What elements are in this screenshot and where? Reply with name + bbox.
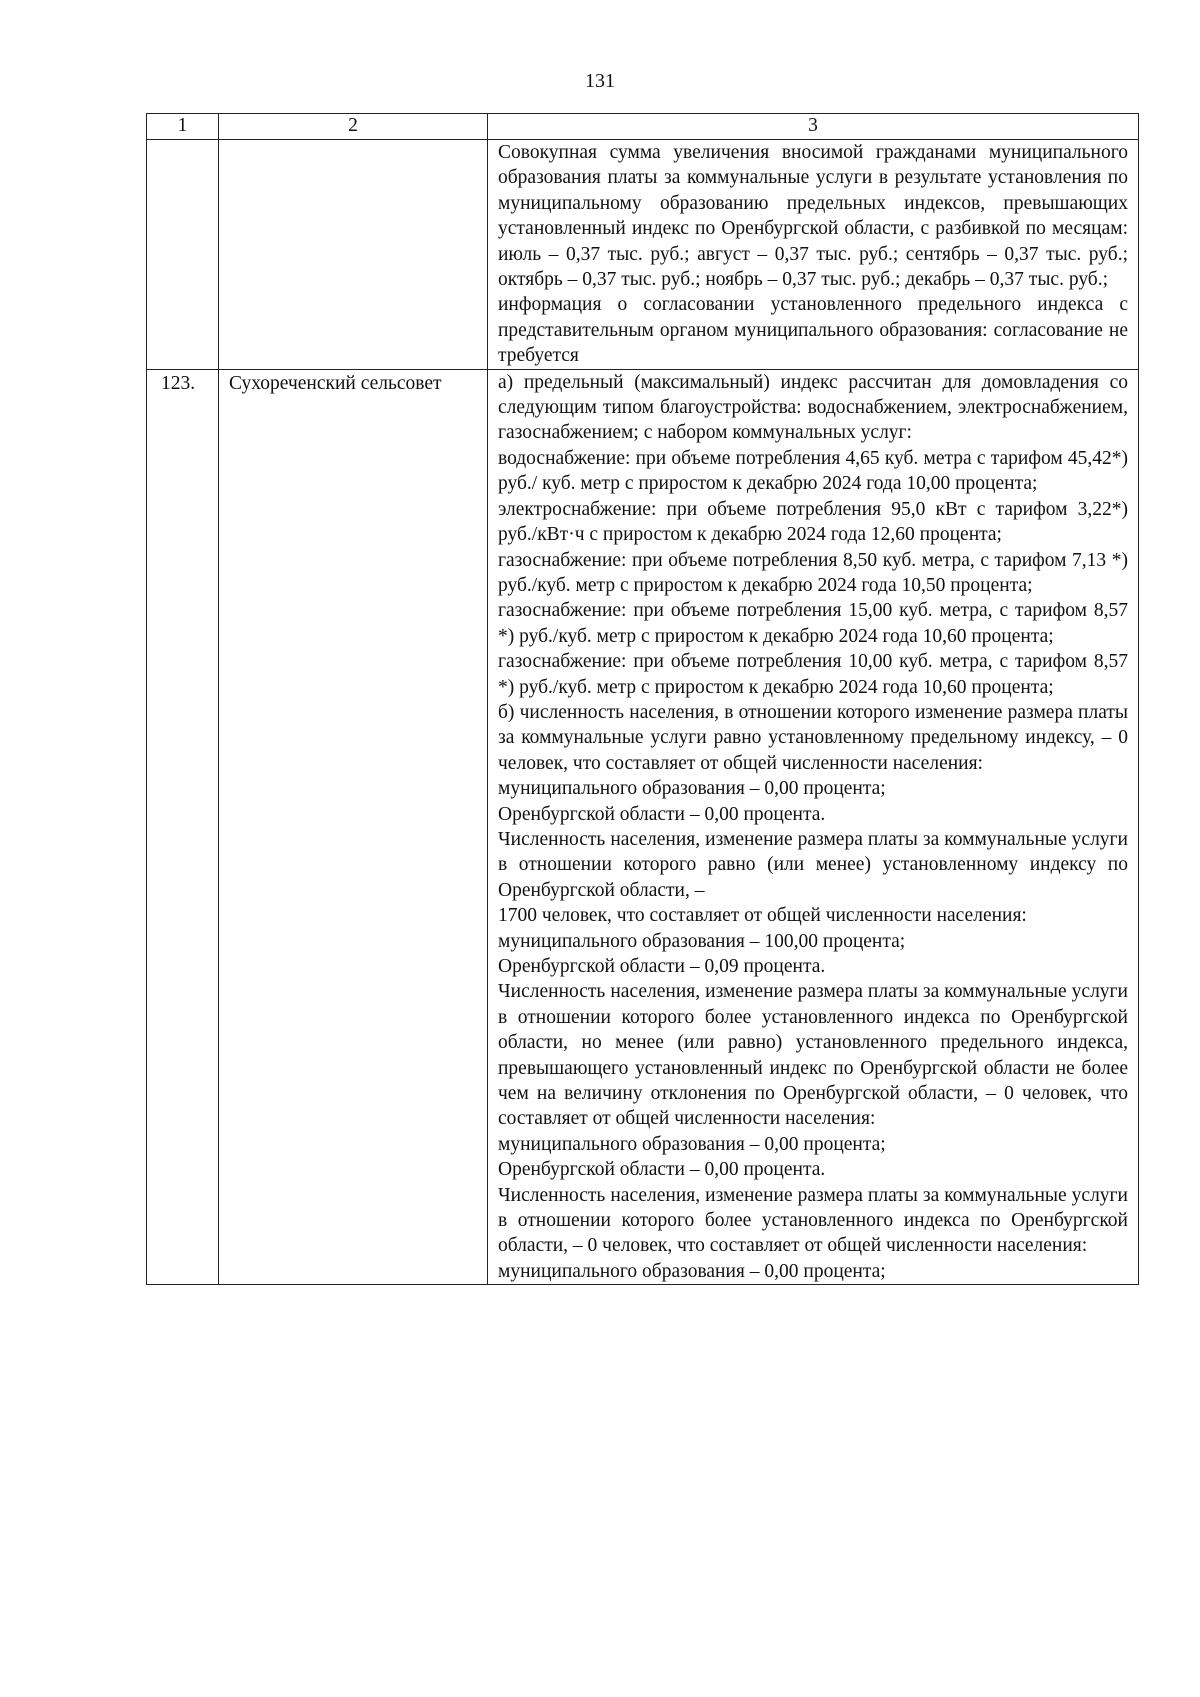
row-paragraph: муниципального образования – 0,00 процента; — [498, 1260, 886, 1282]
row-paragraph: Оренбургской области – 0,00 процента. — [498, 803, 826, 825]
municipality-name: Сухореченский сельсовет — [219, 369, 488, 1285]
row-paragraph: электроснабжение: при объеме потребления 95,0 кВт с тарифом 3,22*) руб./кВт·ч с приростом к декабрю 2024 года 12,60 процента; — [498, 498, 1128, 546]
header-col-2: 2 — [219, 114, 488, 140]
index-table — [146, 113, 1139, 1285]
row-paragraph: б) численность населения, в отношении которого изменение размера платы за коммунальные услуги равно установленному предельному индексу, – 0 человек, что составляет от общей численности населения: — [498, 701, 1128, 774]
continuation-name-cell — [219, 140, 488, 370]
table-row — [147, 369, 1139, 1285]
header-col-3: 3 — [488, 114, 1139, 140]
header-row — [147, 114, 1139, 140]
row-paragraph: газоснабжение: при объеме потребления 15,00 куб. метра, с тарифом 8,57 *) руб./куб. метр с приростом к декабрю 2024 года 10,60 процента; — [498, 600, 1128, 647]
header-col-1: 1 — [147, 114, 219, 140]
row-paragraph: муниципального образования – 100,00 процента; — [498, 930, 906, 952]
row-paragraph: Оренбургской области – 0,00 процента. — [498, 1159, 826, 1181]
row-paragraph: 1700 человек, что составляет от общей численности населения: — [498, 905, 1027, 927]
continuation-paragraph: информация о согласовании установленного предельного индекса с представительным органом муниципального образования: согласование не требуется — [498, 294, 1128, 367]
row-paragraph: муниципального образования – 0,00 процента; — [498, 778, 886, 800]
row-paragraph: Численность населения, изменение размера платы за коммунальные услуги в отношении которого более установленного индекса по Оренбургской области, – 0 человек, что составляет от общей численности населения: — [498, 1184, 1128, 1257]
row-paragraph: Численность населения, изменение размера платы за коммунальные услуги в отношении которого более установленного индекса по Оренбургской области, но менее (или равно) установленного предельного индекса, превышающего установленный индекс по Оренбургской области не более чем на величину отклонения по Оренбургской области, – 0 человек, что составляет от общей численности населения: — [498, 981, 1128, 1130]
page-number: 131 — [585, 70, 615, 92]
row-paragraph: Оренбургской области – 0,09 процента. — [498, 956, 826, 977]
continuation-text-cell — [488, 140, 1139, 370]
continuation-row — [147, 140, 1139, 370]
row-text-cell — [488, 369, 1139, 1285]
row-paragraph: Численность населения, изменение размера платы за коммунальные услуги в отношении которого равно (или менее) установленному индексу по Оренбургской области, – — [498, 828, 1128, 901]
continuation-number-cell — [147, 140, 219, 370]
row-number: 123. — [147, 369, 219, 1285]
row-paragraph: газоснабжение: при объеме потребления 10,00 куб. метра, с тарифом 8,57 *) руб./куб. метр с приростом к декабрю 2024 года 10,60 процента; — [498, 651, 1128, 698]
continuation-paragraph: Совокупная сумма увеличения вносимой гражданами муниципального образования платы за коммунальные услуги в результате установления по муниципальному образованию предельных индексов, превышающих установленный индекс по Оренбургской области, с разбивкой по месяцам: июль – 0,37 тыс. руб.; август – 0,37 тыс. руб.; сентябрь – 0,37 тыс. руб.; октябрь – 0,37 тыс. руб.; ноябрь – 0,37 тыс. руб.; декабрь – 0,37 тыс. руб.; — [498, 142, 1128, 291]
row-paragraph: водоснабжение: при объеме потребления 4,65 куб. метра с тарифом 45,42*) руб./ куб. метр с приростом к декабрю 2024 года 10,00 процента; — [498, 447, 1128, 495]
row-paragraph: газоснабжение: при объеме потребления 8,50 куб. метра, с тарифом 7,13 *) руб./куб. метр с приростом к декабрю 2024 года 10,50 процента; — [498, 549, 1128, 596]
row-paragraph: а) предельный (максимальный) индекс рассчитан для домовладения со следующим типом благоустройства: водоснабжением, электроснабжением, газоснабжением; с набором коммунальных услуг: — [498, 371, 1128, 444]
row-paragraph: муниципального образования – 0,00 процента; — [498, 1133, 886, 1155]
